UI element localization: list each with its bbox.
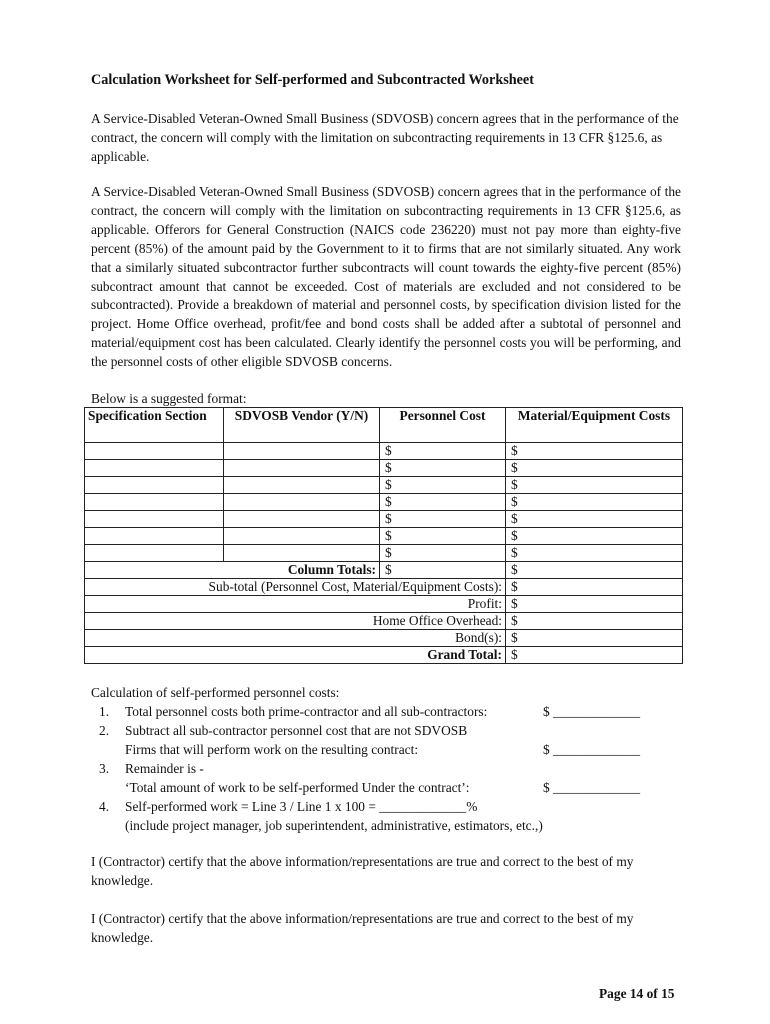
line-number: 4. bbox=[99, 799, 110, 814]
subtotal-label: Sub-total (Personnel Cost, Material/Equipment Costs): bbox=[85, 579, 506, 596]
vendor-cell[interactable] bbox=[224, 511, 380, 528]
personnel-cell[interactable] bbox=[380, 494, 506, 511]
dollar-sign: $ bbox=[511, 494, 518, 509]
personnel-total-cell[interactable] bbox=[380, 562, 506, 579]
material-cell[interactable] bbox=[506, 460, 683, 477]
calculation-line-2-cont bbox=[91, 741, 691, 760]
dollar-sign: $ bbox=[511, 528, 518, 543]
calculation-line-3-cont bbox=[91, 779, 691, 798]
subtotal-row bbox=[85, 579, 683, 596]
grand-total-label: Grand Total: bbox=[85, 647, 506, 664]
dollar-sign: $ bbox=[511, 613, 518, 628]
line-text: Subtract all sub-contractor personnel cost that are not SDVOSB bbox=[125, 723, 468, 738]
column-totals-row bbox=[85, 562, 683, 579]
certification-statement-1: I (Contractor) certify that the above information/representations are true and correct to the best of my knowledge. bbox=[91, 854, 634, 888]
dollar-sign: $ bbox=[385, 545, 392, 560]
calculation-line-4 bbox=[91, 798, 691, 817]
dollar-sign: $ bbox=[511, 443, 518, 458]
spec-cell[interactable] bbox=[85, 443, 224, 460]
grand-total-row bbox=[85, 647, 683, 664]
format-caption: Below is a suggested format: bbox=[91, 391, 247, 406]
calculation-line-2 bbox=[91, 722, 691, 741]
personnel-cell[interactable] bbox=[380, 460, 506, 477]
personnel-cell[interactable] bbox=[380, 443, 506, 460]
header-material-equipment-costs: Material/Equipment Costs bbox=[506, 408, 683, 443]
vendor-cell[interactable] bbox=[224, 477, 380, 494]
dollar-sign: $ bbox=[511, 511, 518, 526]
grand-total-cell[interactable] bbox=[506, 647, 683, 664]
dollar-sign: $ bbox=[511, 647, 518, 662]
dollar-sign: $ bbox=[385, 528, 392, 543]
header-sdvosb-vendor: SDVOSB Vendor (Y/N) bbox=[224, 408, 380, 443]
dollar-sign: $ bbox=[385, 477, 392, 492]
calculation-line-4-note bbox=[91, 817, 691, 836]
table-row bbox=[85, 443, 683, 460]
bonds-row bbox=[85, 630, 683, 647]
line-text: Total personnel costs both prime-contractor and all sub-contractors: bbox=[125, 704, 488, 719]
spec-cell[interactable] bbox=[85, 545, 224, 562]
table-row bbox=[85, 528, 683, 545]
vendor-cell[interactable] bbox=[224, 494, 380, 511]
profit-row bbox=[85, 596, 683, 613]
line-text: ‘Total amount of work to be self-performed Under the contract’: bbox=[125, 780, 470, 795]
material-total-cell[interactable] bbox=[506, 562, 683, 579]
personnel-cell[interactable] bbox=[380, 477, 506, 494]
table-row bbox=[85, 460, 683, 477]
line-1-amount-blank[interactable]: $ _____________ bbox=[543, 704, 641, 719]
calculation-section bbox=[91, 684, 691, 836]
vendor-cell[interactable] bbox=[224, 443, 380, 460]
dollar-sign: $ bbox=[511, 545, 518, 560]
page-number: Page 14 of 15 bbox=[599, 986, 675, 1001]
header-personnel-cost: Personnel Cost bbox=[380, 408, 506, 443]
dollar-sign: $ bbox=[511, 562, 518, 577]
dollar-sign: $ bbox=[385, 443, 392, 458]
profit-cell[interactable] bbox=[506, 596, 683, 613]
line-number: 3. bbox=[99, 761, 110, 776]
table-row bbox=[85, 494, 683, 511]
calculation-line-3 bbox=[91, 760, 691, 779]
spec-cell[interactable] bbox=[85, 477, 224, 494]
vendor-cell[interactable] bbox=[224, 528, 380, 545]
table-header-row bbox=[85, 408, 683, 443]
material-cell[interactable] bbox=[506, 545, 683, 562]
spec-cell[interactable] bbox=[85, 460, 224, 477]
profit-label: Profit: bbox=[85, 596, 506, 613]
dollar-sign: $ bbox=[385, 562, 392, 577]
vendor-cell[interactable] bbox=[224, 545, 380, 562]
dollar-sign: $ bbox=[511, 579, 518, 594]
page-title: Calculation Worksheet for Self-performed and Subcontracted Worksheet bbox=[91, 72, 534, 88]
dollar-sign: $ bbox=[385, 460, 392, 475]
bonds-label: Bond(s): bbox=[85, 630, 506, 647]
personnel-cell[interactable] bbox=[380, 545, 506, 562]
calculation-line-1 bbox=[91, 703, 691, 722]
subtotal-cell[interactable] bbox=[506, 579, 683, 596]
calculation-heading-text: Calculation of self-performed personnel costs: bbox=[91, 685, 340, 700]
line-note: (include project manager, job superintendent, administrative, estimators, etc.,) bbox=[125, 818, 543, 833]
line-text: Remainder is - bbox=[125, 761, 204, 776]
requirements-paragraph: A Service-Disabled Veteran-Owned Small Business (SDVOSB) concern agrees that in the performance of the contract, the concern will comply with the limitation on subcontracting requirements in 13 CFR §125.6, as applicable. Offerors for General Construction (NAICS code 236220) must not pay more than eighty-five percent (85%) of the amount paid by the Government to it to firms that are not similarly situated. Any work that a similarly situated subcontractor further subcontracts will count towards the eighty-five percent (85%) subcontract amount that cannot be exceeded. Cost of materials are excluded and not considered to be subcontracted). Provide a breakdown of material and personnel costs, by specification division listed for the project. Home Office overhead, profit/fee and bond costs shall be added after a subtotal of personnel and material/equipment cost has been calculated. Clearly identify the personnel costs you will be performing, and the personnel costs of other eligible SDVOSB concerns. bbox=[91, 184, 681, 370]
material-cell[interactable] bbox=[506, 511, 683, 528]
column-totals-label: Column Totals: bbox=[85, 562, 380, 579]
line-text: Firms that will perform work on the resulting contract: bbox=[125, 742, 419, 757]
line-number: 1. bbox=[99, 704, 110, 719]
intro-paragraph: A Service-Disabled Veteran-Owned Small Business (SDVOSB) concern agrees that in the performance of the contract, the concern will comply with the limitation on subcontracting requirements in 13 CFR §125.6, as applicable. bbox=[91, 111, 679, 164]
spec-cell[interactable] bbox=[85, 494, 224, 511]
personnel-cell[interactable] bbox=[380, 511, 506, 528]
dollar-sign: $ bbox=[511, 630, 518, 645]
line-2-amount-blank[interactable]: $ _____________ bbox=[543, 742, 641, 757]
spec-cell[interactable] bbox=[85, 528, 224, 545]
dollar-sign: $ bbox=[511, 477, 518, 492]
header-specification-section: Specification Section bbox=[85, 408, 224, 443]
calculation-heading bbox=[91, 684, 691, 703]
bonds-cell[interactable] bbox=[506, 630, 683, 647]
line-number: 2. bbox=[99, 723, 110, 738]
worksheet-table bbox=[84, 407, 683, 664]
dollar-sign: $ bbox=[511, 460, 518, 475]
spec-cell[interactable] bbox=[85, 511, 224, 528]
dollar-sign: $ bbox=[511, 596, 518, 611]
table-row bbox=[85, 477, 683, 494]
material-cell[interactable] bbox=[506, 528, 683, 545]
material-cell[interactable] bbox=[506, 494, 683, 511]
line-4-percent-blank[interactable]: Self-performed work = Line 3 / Line 1 x 100 = _____________% bbox=[125, 799, 478, 814]
dollar-sign: $ bbox=[385, 511, 392, 526]
dollar-sign: $ bbox=[385, 494, 392, 509]
vendor-cell[interactable] bbox=[224, 460, 380, 477]
table-row bbox=[85, 511, 683, 528]
overhead-row bbox=[85, 613, 683, 630]
material-cell[interactable] bbox=[506, 443, 683, 460]
overhead-label: Home Office Overhead: bbox=[85, 613, 506, 630]
line-3-amount-blank[interactable]: $ _____________ bbox=[543, 780, 641, 795]
table-row bbox=[85, 545, 683, 562]
overhead-cell[interactable] bbox=[506, 613, 683, 630]
material-cell[interactable] bbox=[506, 477, 683, 494]
personnel-cell[interactable] bbox=[380, 528, 506, 545]
certification-statement-2: I (Contractor) certify that the above information/representations are true and correct to the best of my knowledge. bbox=[91, 911, 634, 945]
